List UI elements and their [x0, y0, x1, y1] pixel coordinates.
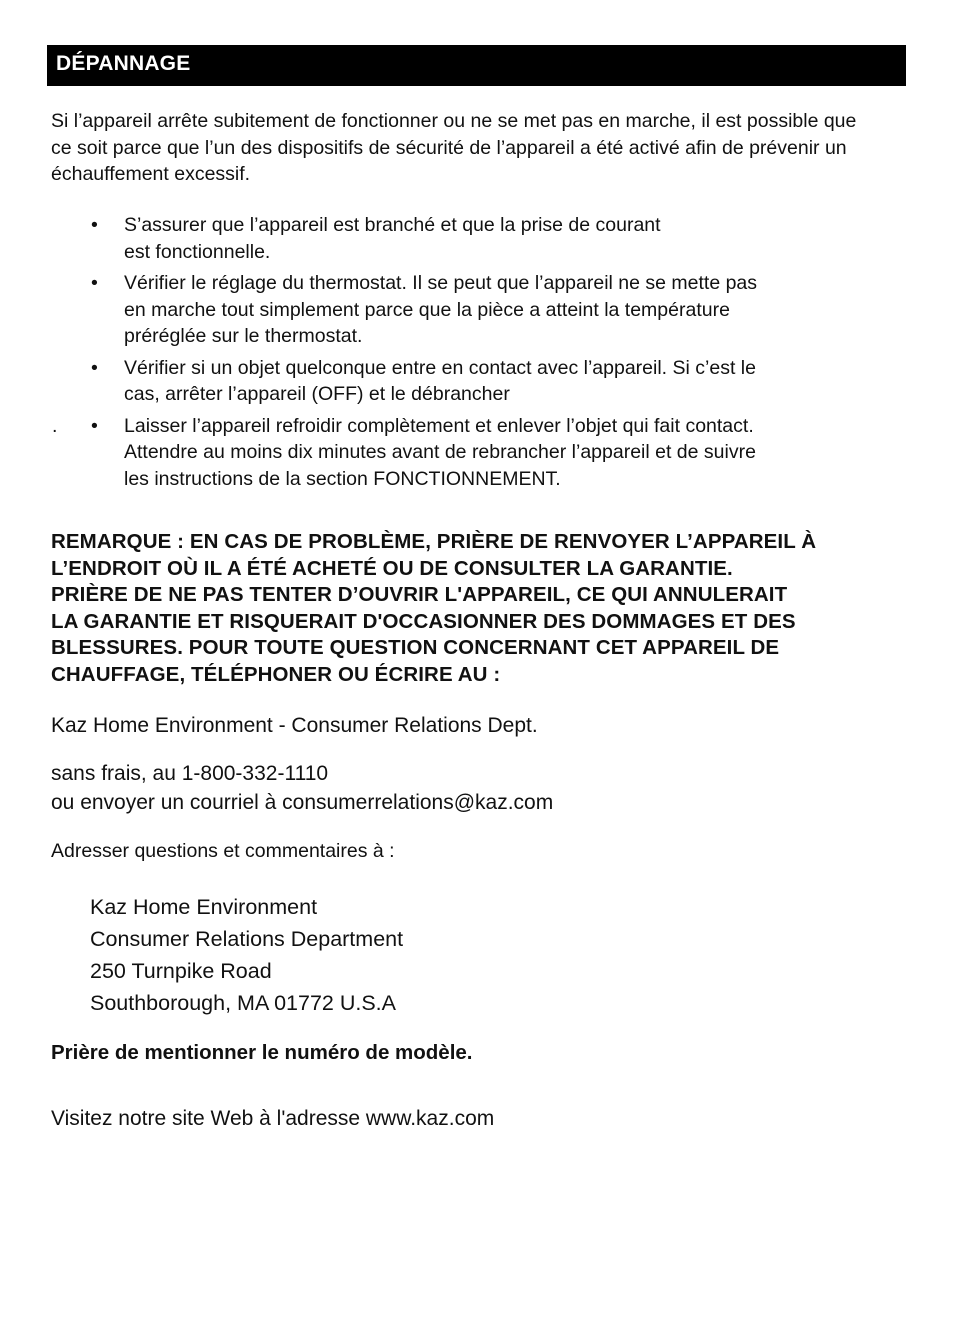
section-heading-bar	[47, 45, 906, 86]
section-title: DÉPANNAGE	[56, 52, 191, 75]
list-item-line: est fonctionnelle.	[124, 240, 271, 263]
list-item-line: Attendre au moins dix minutes avant de rebrancher l’appareil et de suivre	[124, 441, 756, 463]
phone-line: sans frais, au 1-800-332-1110	[51, 762, 329, 785]
list-item	[51, 270, 891, 350]
address-line: 250 Turnpike Road	[90, 959, 272, 983]
remark-line: BLESSURES. POUR TOUTE QUESTION CONCERNANT CET APPAREIL DE	[51, 636, 780, 659]
website-line: Visitez notre site Web à l'adresse www.kaz.com	[51, 1107, 495, 1130]
list-item-line: en marche tout simplement parce que la pièce a atteint la température	[124, 298, 730, 321]
remark-notice	[51, 529, 911, 688]
troubleshooting-list	[51, 212, 891, 497]
list-item	[51, 212, 891, 265]
list-item-line: S’assurer que l’appareil est branché et que la prise de courant	[124, 214, 661, 236]
remark-line: L’ENDROIT OÙ IL A ÉTÉ ACHETÉ OU DE CONSULTER LA GARANTIE.	[51, 556, 733, 580]
address-line: Kaz Home Environment	[90, 895, 318, 919]
list-item	[51, 413, 891, 493]
address-intro: Adresser questions et commentaires à :	[51, 840, 395, 862]
company-line: Kaz Home Environment - Consumer Relations Dept.	[51, 714, 538, 737]
bullet-icon: •	[91, 356, 98, 379]
address-line: Consumer Relations Department	[90, 927, 404, 951]
remark-line: CHAUFFAGE, TÉLÉPHONER OU ÉCRIRE AU :	[51, 662, 501, 686]
list-item-line: Vérifier le réglage du thermostat. Il se peut que l’appareil ne se mette pas	[124, 272, 758, 294]
list-item-line: cas, arrêter l’appareil (OFF) et le débrancher	[124, 383, 510, 405]
bullet-icon: •	[91, 414, 98, 437]
bullet-icon: •	[91, 272, 98, 294]
remark-line: REMARQUE : EN CAS DE PROBLÈME, PRIÈRE DE RENVOYER L’APPAREIL À	[51, 530, 817, 553]
list-item-line: les instructions de la section FONCTIONNEMENT.	[124, 467, 561, 490]
bullet-icon: •	[91, 214, 98, 236]
address-line: Southborough, MA 01772 U.S.A	[90, 991, 396, 1015]
list-item-line: Laisser l’appareil refroidir complètement et enlever l’objet qui fait contact.	[124, 414, 754, 437]
mailing-address	[90, 891, 403, 1019]
remark-line: PRIÈRE DE NE PAS TENTER D’OUVRIR L'APPAREIL, CE QUI ANNULERAIT	[51, 583, 788, 606]
list-item-line: Vérifier si un objet quelconque entre en contact avec l’appareil. Si c’est le	[124, 356, 756, 379]
email-line: ou envoyer un courriel à consumerrelations@kaz.com	[51, 791, 554, 814]
stray-period: .	[52, 414, 58, 437]
list-item	[51, 355, 891, 408]
intro-paragraph: Si l’appareil arrête subitement de fonctionner ou ne se met pas en marche, il est possible que ce soit parce que l’un des dispositifs de sécurité de l’appareil a été activé afin de prévenir un échauffement excessif.	[51, 110, 857, 185]
list-item-line: préréglée sur le thermostat.	[124, 325, 363, 347]
model-note: Prière de mentionner le numéro de modèle.	[51, 1041, 473, 1064]
remark-line: LA GARANTIE ET RISQUERAIT D'OCCASIONNER DES DOMMAGES ET DES	[51, 609, 796, 633]
